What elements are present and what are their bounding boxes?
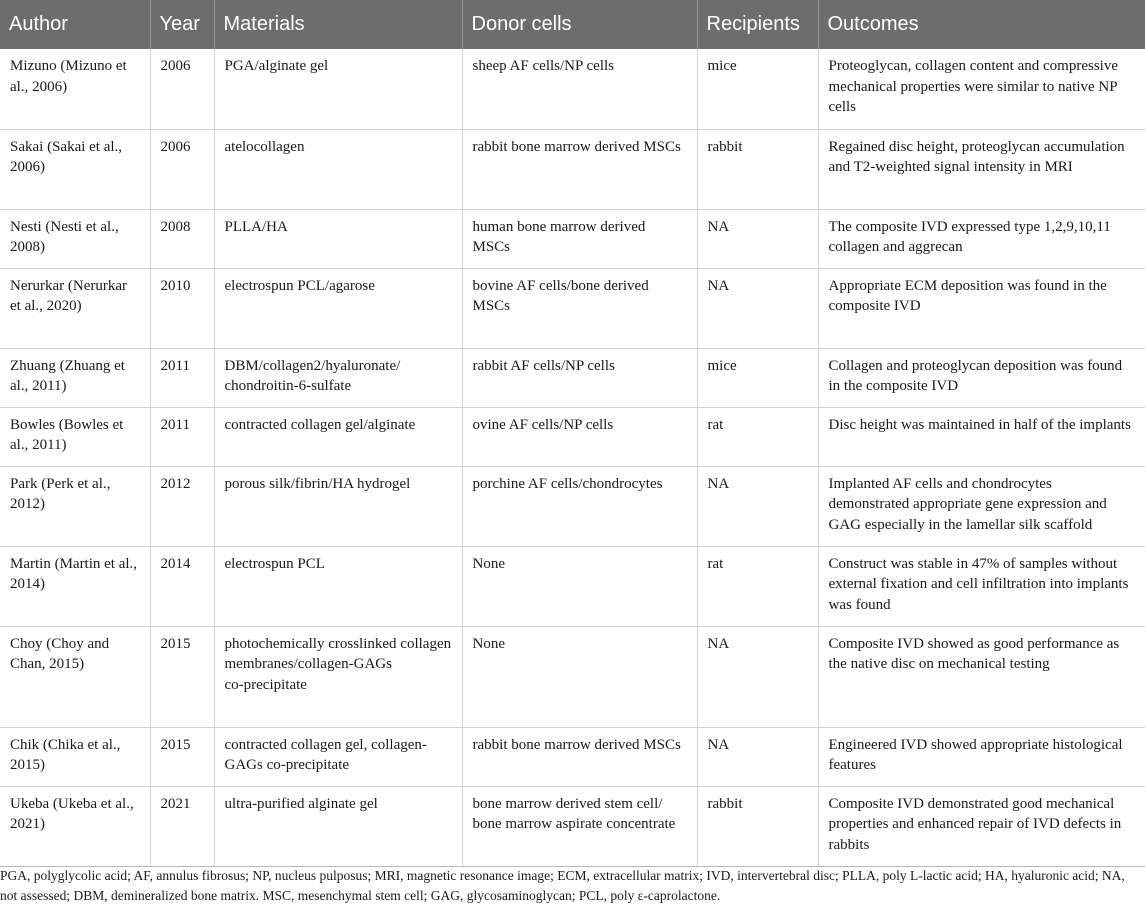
cell-year: 2015 [150, 626, 214, 727]
cell-materials: contracted collagen gel, collagen-GAGs co-precipitate [214, 727, 462, 786]
table-row [0, 786, 1145, 866]
cell-outcomes: Regained disc height, proteoglycan accumulation and T2-weighted signal intensity in MRI [818, 129, 1145, 209]
table-footnote: PGA, polyglycolic acid; AF, annulus fibrosus; NP, nucleus pulposus; MRI, magnetic resonance image; ECM, extracellular matrix; IVD, intervertebral disc; PLLA, poly L-lactic acid; HA, hyaluronic acid; NA, not assessed; DBM, demineralized bone matrix. MSC, mesenchymal stem cell; GAG, glycosaminoglycan; PCL, poly ε-caprolactone. [0, 868, 1125, 903]
cell-recipients: NA [697, 209, 818, 268]
cell-author: Chik (Chika et al., 2015) [0, 727, 150, 786]
header-outcomes: Outcomes [818, 0, 1145, 49]
cell-author: Park (Perk et al., 2012) [0, 466, 150, 546]
cell-donor-cells: ovine AF cells/NP cells [462, 407, 697, 466]
cell-year: 2011 [150, 407, 214, 466]
cell-author: Zhuang (Zhuang et al., 2011) [0, 348, 150, 407]
cell-recipients: rat [697, 407, 818, 466]
cell-donor-cells: bone marrow derived stem cell/ bone marrow aspirate concentrate [462, 786, 697, 866]
header-row [0, 0, 1145, 49]
cell-recipients: NA [697, 268, 818, 348]
cell-recipients: NA [697, 466, 818, 546]
cell-recipients: mice [697, 49, 818, 129]
cell-materials: ultra-purified alginate gel [214, 786, 462, 866]
cell-donor-cells: human bone marrow derived MSCs [462, 209, 697, 268]
table-body [0, 49, 1145, 866]
cell-year: 2006 [150, 49, 214, 129]
cell-materials: DBM/collagen2/hyaluronate/ chondroitin-6-sulfate [214, 348, 462, 407]
cell-donor-cells: porchine AF cells/chondrocytes [462, 466, 697, 546]
cell-year: 2015 [150, 727, 214, 786]
cell-author: Martin (Martin et al., 2014) [0, 546, 150, 626]
header-donor-cells: Donor cells [462, 0, 697, 49]
cell-recipients: NA [697, 727, 818, 786]
cell-recipients: rat [697, 546, 818, 626]
cell-author: Ukeba (Ukeba et al., 2021) [0, 786, 150, 866]
header-author: Author [0, 0, 150, 49]
cell-materials: contracted collagen gel/alginate [214, 407, 462, 466]
cell-author: Nerurkar (Nerurkar et al., 2020) [0, 268, 150, 348]
cell-donor-cells: None [462, 546, 697, 626]
cell-year: 2011 [150, 348, 214, 407]
table-row [0, 348, 1145, 407]
header-year: Year [150, 0, 214, 49]
cell-outcomes: Disc height was maintained in half of the implants [818, 407, 1145, 466]
table-row [0, 268, 1145, 348]
table-row [0, 546, 1145, 626]
cell-materials: photochemically crosslinked collagen membranes/collagen-GAGs co-precipitate [214, 626, 462, 727]
cell-recipients: mice [697, 348, 818, 407]
cell-materials: porous silk/fibrin/HA hydrogel [214, 466, 462, 546]
cell-author: Sakai (Sakai et al., 2006) [0, 129, 150, 209]
table-row [0, 626, 1145, 727]
header-recipients: Recipients [697, 0, 818, 49]
table-row [0, 407, 1145, 466]
table-header [0, 0, 1145, 49]
cell-materials: PGA/alginate gel [214, 49, 462, 129]
cell-outcomes: Collagen and proteoglycan deposition was found in the composite IVD [818, 348, 1145, 407]
cell-outcomes: Composite IVD showed as good performance as the native disc on mechanical testing [818, 626, 1145, 727]
cell-author: Nesti (Nesti et al., 2008) [0, 209, 150, 268]
cell-donor-cells: rabbit bone marrow derived MSCs [462, 129, 697, 209]
cell-outcomes: Engineered IVD showed appropriate histological features [818, 727, 1145, 786]
cell-outcomes: Composite IVD demonstrated good mechanical properties and enhanced repair of IVD defects in rabbits [818, 786, 1145, 866]
cell-outcomes: Implanted AF cells and chondrocytes demonstrated appropriate gene expression and GAG especially in the lamellar silk scaffold [818, 466, 1145, 546]
cell-materials: atelocollagen [214, 129, 462, 209]
cell-outcomes: Proteoglycan, collagen content and compressive mechanical properties were similar to native NP cells [818, 49, 1145, 129]
cell-donor-cells: bovine AF cells/bone derived MSCs [462, 268, 697, 348]
cell-materials: PLLA/HA [214, 209, 462, 268]
cell-author: Choy (Choy and Chan, 2015) [0, 626, 150, 727]
cell-donor-cells: rabbit AF cells/NP cells [462, 348, 697, 407]
cell-outcomes: The composite IVD expressed type 1,2,9,10,11 collagen and aggrecan [818, 209, 1145, 268]
cell-recipients: rabbit [697, 129, 818, 209]
cell-donor-cells: None [462, 626, 697, 727]
cell-year: 2010 [150, 268, 214, 348]
cell-recipients: NA [697, 626, 818, 727]
cell-donor-cells: rabbit bone marrow derived MSCs [462, 727, 697, 786]
cell-outcomes: Construct was stable in 47% of samples without external fixation and cell infiltration into implants was found [818, 546, 1145, 626]
table-row [0, 129, 1145, 209]
cell-materials: electrospun PCL [214, 546, 462, 626]
cell-year: 2021 [150, 786, 214, 866]
cell-year: 2008 [150, 209, 214, 268]
cell-outcomes: Appropriate ECM deposition was found in the composite IVD [818, 268, 1145, 348]
cell-year: 2014 [150, 546, 214, 626]
cell-year: 2012 [150, 466, 214, 546]
table-row [0, 49, 1145, 129]
cell-donor-cells: sheep AF cells/NP cells [462, 49, 697, 129]
cell-recipients: rabbit [697, 786, 818, 866]
header-materials: Materials [214, 0, 462, 49]
cell-year: 2006 [150, 129, 214, 209]
table-row [0, 727, 1145, 786]
table-row [0, 209, 1145, 268]
cell-author: Mizuno (Mizuno et al., 2006) [0, 49, 150, 129]
table-row [0, 466, 1145, 546]
cell-author: Bowles (Bowles et al., 2011) [0, 407, 150, 466]
cell-materials: electrospun PCL/agarose [214, 268, 462, 348]
